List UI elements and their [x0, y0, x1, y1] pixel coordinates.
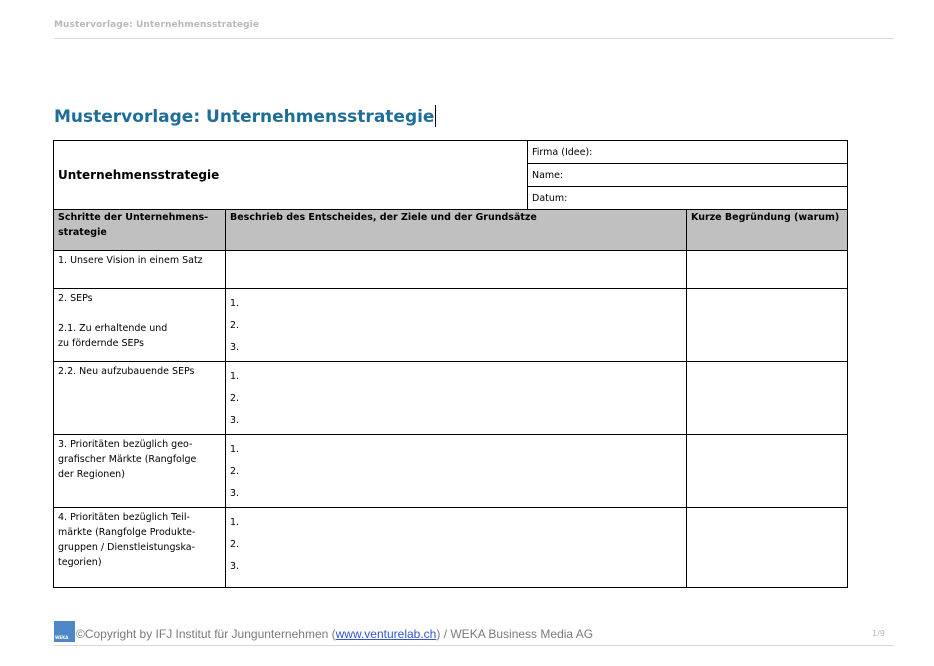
step-text: grafischer Märkte (Rangfolge — [58, 454, 197, 465]
step-text: märkte (Rangfolge Produkte- — [58, 527, 196, 538]
description-cell[interactable] — [226, 362, 687, 435]
page-number: 1/9 — [872, 629, 885, 638]
strategy-table — [53, 140, 848, 588]
step-text: 2.2. Neu aufzubauende SEPs — [58, 366, 195, 377]
company-field[interactable]: Firma (Idee): — [528, 141, 848, 164]
logo-text: WEKA — [55, 635, 69, 640]
step-cell — [54, 508, 226, 588]
copyright-suffix: ) / WEKA Business Media AG — [436, 627, 594, 641]
copyright-notice — [76, 627, 593, 641]
list-number: 2. — [230, 539, 240, 550]
description-cell[interactable] — [226, 251, 687, 289]
list-number: 1. — [230, 517, 240, 528]
footer-divider — [54, 645, 894, 646]
step-text: tegorien) — [58, 557, 102, 568]
list-number: 3. — [230, 561, 240, 572]
list-number: 3. — [230, 415, 240, 426]
list-number: 1. — [230, 444, 240, 455]
list-number: 2. — [230, 320, 240, 331]
column-header-description: Beschrieb des Entscheides, der Ziele und der Grundsätze — [226, 210, 687, 251]
step-cell — [54, 251, 226, 289]
step-cell — [54, 435, 226, 508]
table-row — [54, 435, 848, 508]
step-text: 3. Prioritäten bezüglich geo- — [58, 439, 193, 450]
table-row — [54, 251, 848, 289]
document-title-text: Mustervorlage: Unternehmensstrategie — [54, 107, 435, 127]
step-text: 2. SEPs — [58, 293, 93, 304]
list-number: 2. — [230, 466, 240, 477]
description-cell[interactable] — [226, 289, 687, 362]
table-title-row — [54, 141, 848, 164]
reason-cell[interactable] — [687, 362, 848, 435]
description-cell[interactable] — [226, 508, 687, 588]
step-text: der Regionen) — [58, 469, 125, 480]
step-text — [58, 306, 221, 321]
step-text: 2.1. Zu erhaltende und — [58, 323, 168, 334]
reason-cell[interactable] — [687, 435, 848, 508]
header-divider — [54, 38, 894, 39]
table-title: Unternehmensstrategie — [54, 141, 528, 210]
reason-cell[interactable] — [687, 508, 848, 588]
column-header-steps: Schritte der Unternehmens-strategie — [54, 210, 226, 251]
list-number: 3. — [230, 488, 240, 499]
list-number: 1. — [230, 298, 240, 309]
name-field[interactable]: Name: — [528, 164, 848, 187]
list-number: 2. — [230, 393, 240, 404]
step-text: zu fördernde SEPs — [58, 338, 144, 349]
venturelab-link[interactable]: www.venturelab.ch — [335, 627, 437, 641]
list-number: 3. — [230, 342, 240, 353]
list-number: 1. — [230, 371, 240, 382]
step-text: 4. Prioritäten bezüglich Teil- — [58, 512, 190, 523]
step-cell — [54, 289, 226, 362]
description-cell[interactable] — [226, 435, 687, 508]
copyright-prefix: ©Copyright by IFJ Institut für Jungunternehmen ( — [76, 627, 336, 641]
step-cell — [54, 362, 226, 435]
date-field[interactable]: Datum: — [528, 187, 848, 210]
table-row — [54, 289, 848, 362]
text-cursor — [435, 105, 436, 127]
reason-cell[interactable] — [687, 289, 848, 362]
column-header-reason: Kurze Begründung (warum) — [687, 210, 848, 251]
weka-logo — [54, 621, 75, 642]
document-title[interactable] — [54, 105, 436, 127]
table-row — [54, 362, 848, 435]
running-header: Mustervorlage: Unternehmensstrategie — [54, 20, 260, 30]
step-text: 1. Unsere Vision in einem Satz — [58, 255, 203, 266]
table-row — [54, 508, 848, 588]
step-text: gruppen / Dienstleistungska- — [58, 542, 196, 553]
reason-cell[interactable] — [687, 251, 848, 289]
table-header-row — [54, 210, 848, 251]
